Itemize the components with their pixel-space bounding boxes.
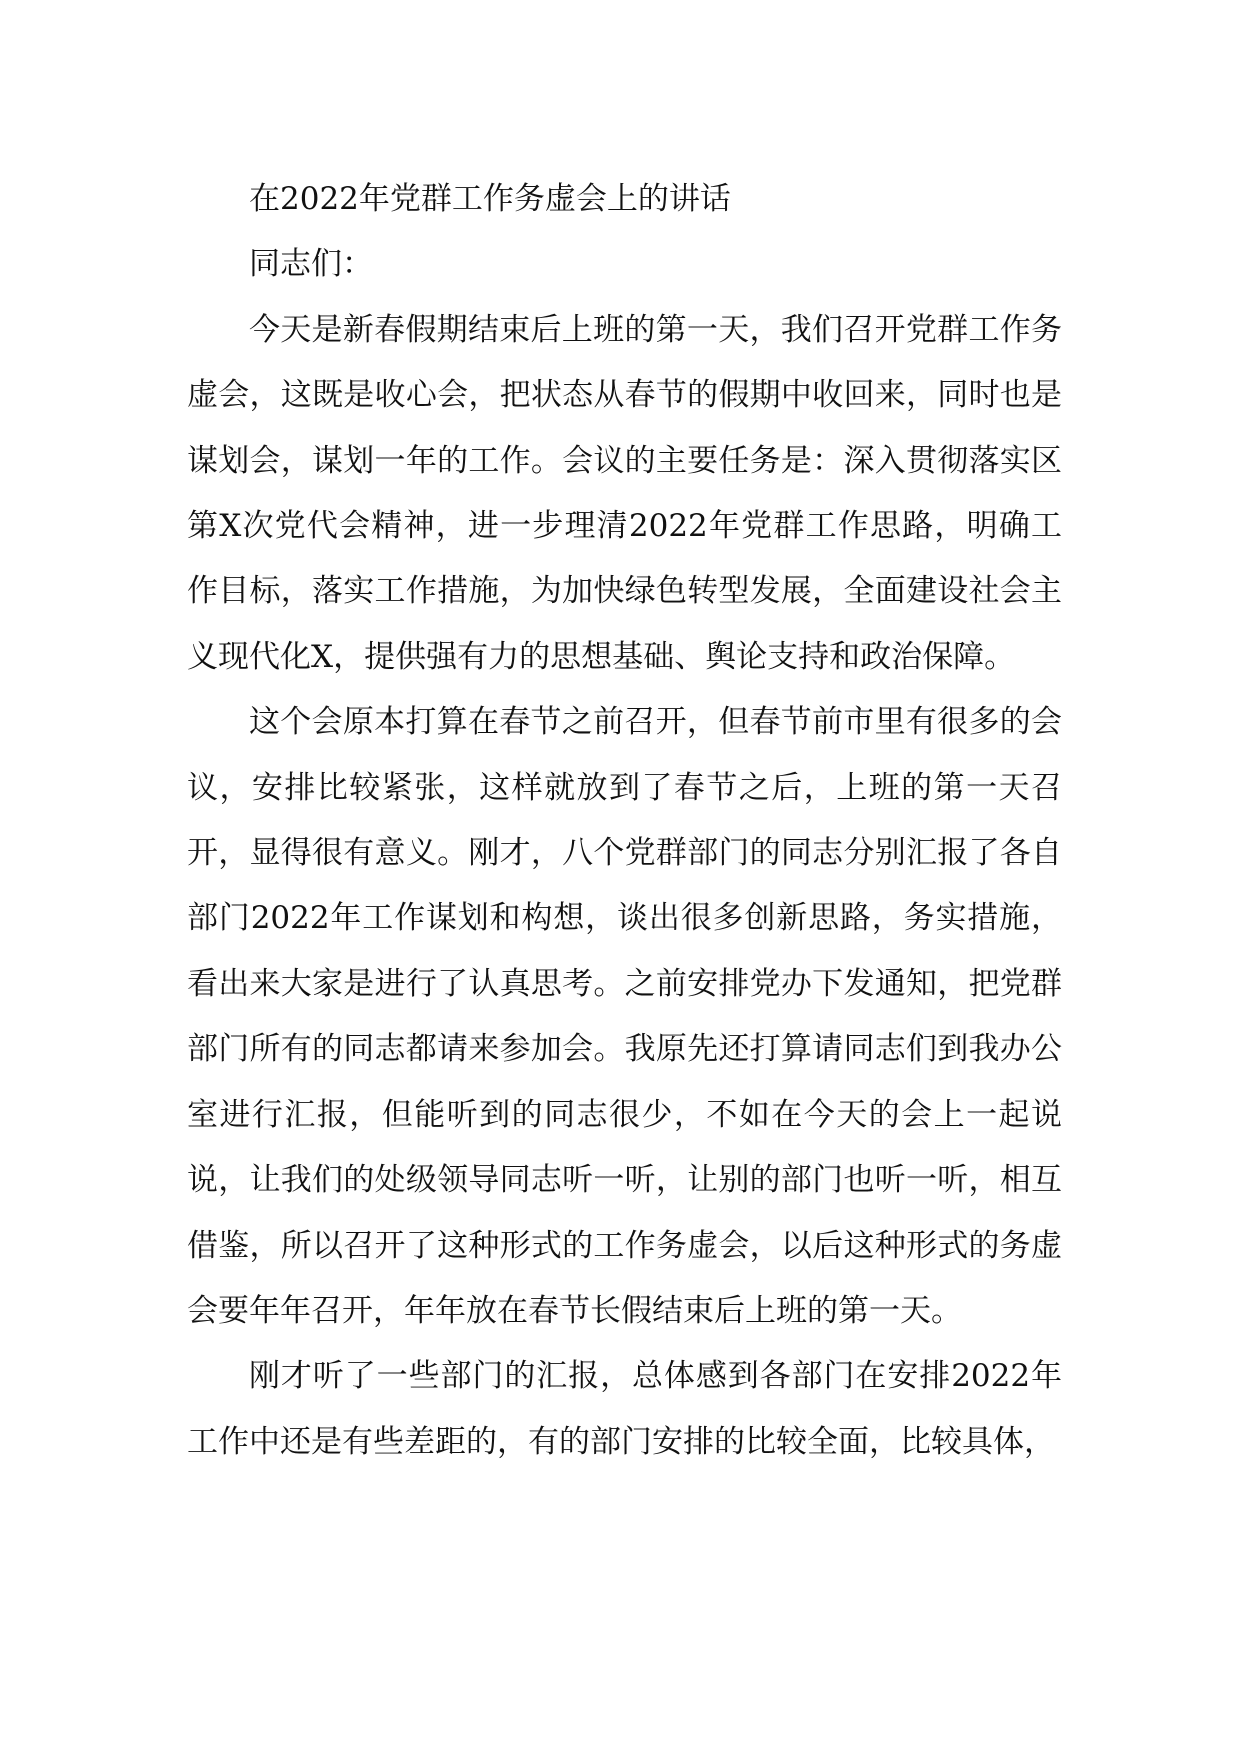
paragraph-1: 今天是新春假期结束后上班的第一天，我们召开党群工作务虚会，这既是收心会，把状态从春节的假期中收回来，同时也是谋划会，谋划一年的工作。会议的主要任务是：深入贯彻落实区第X次党代会精神，进一步理清2022年党群工作思路，明确工作目标，落实工作措施，为加快绿色转型发展，全面建设社会主义现代化X，提供强有力的思想基础、舆论支持和政治保障。 <box>187 311 1062 675</box>
paragraph-3: 刚才听了一些部门的汇报，总体感到各部门在安排2022年工作中还是有些差距的，有的部门安排的比较全面，比较具体， <box>187 1358 1062 1460</box>
paragraph-2: 这个会原本打算在春节之前召开，但春节前市里有很多的会议，安排比较紧张，这样就放到了春节之后，上班的第一天召开，显得很有意义。刚才，八个党群部门的同志分别汇报了各自部门2022年工作谋划和构想，谈出很多创新思路，务实措施，看出来大家是进行了认真思考。之前安排党办下发通知，把党群部门所有的同志都请来参加会。我原先还打算请同志们到我办公室进行汇报，但能听到的同志很少，不如在今天的会上一起说说，让我们的处级领导同志听一听，让别的部门也听一听，相互借鉴，所以召开了这种形式的工作务虚会，以后这种形式的务虚会要年年召开，年年放在春节长假结束后上班的第一天。 <box>187 704 1062 1329</box>
document-page <box>187 167 1062 1475</box>
salutation: 同志们： <box>249 246 373 283</box>
document-title: 在2022年党群工作务虚会上的讲话 <box>249 181 731 217</box>
